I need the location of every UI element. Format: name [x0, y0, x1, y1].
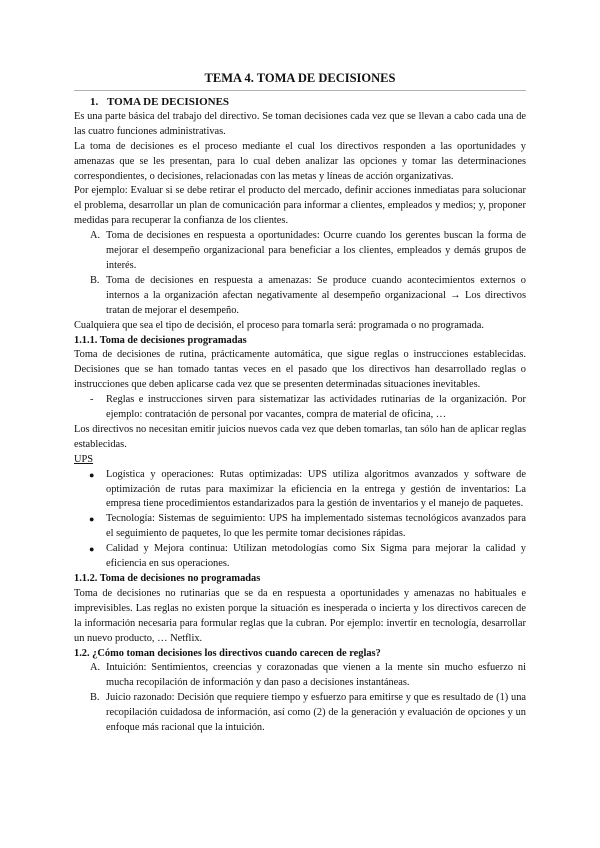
- list-item-text: Juicio razonado: Decisión que requiere tiempo y esfuerzo para emitirse y que es resultado de (1) una recopilación cuidadosa de información, así como (2) de la generación y evaluación de opciones y un enfoque más racional que la intuición.: [106, 692, 526, 734]
- list-item: [74, 274, 526, 319]
- section-1-2-heading: 1.2. ¿Cómo toman decisiones los directivos cuando carecen de reglas?: [74, 647, 381, 659]
- list-item: [74, 468, 526, 513]
- example-label: UPS: [74, 453, 94, 465]
- section-1-heading: [90, 95, 526, 110]
- list-marker: B.: [90, 274, 100, 286]
- bullet-icon: ●: [89, 469, 95, 480]
- list-item-text: Toma de decisiones en respuesta a amenazas: Se produce cuando acontecimientos externos o internos a la organización afectan negativamente al desempeño organizacional → Los directivos tratan de mejorar el desempeño.: [106, 274, 526, 316]
- list-marker: A.: [90, 662, 101, 674]
- section-1-number: 1.: [90, 96, 99, 108]
- section-1-1-1-after: Los directivos no necesitan emitir juicios nuevos cada vez que deben tomarlas, tan sólo han de aplicar reglas establecidas.: [74, 423, 526, 450]
- section-1-closing: Cualquiera que sea el tipo de decisión, el proceso para tomarla será: programada o no programada.: [74, 319, 484, 331]
- section-1-1-1-heading: 1.1.1. Toma de decisiones programadas: [74, 334, 247, 346]
- section-1-1-1-paragraph: Toma de decisiones de rutina, prácticamente automática, que sigue reglas o instrucciones establecidas. Decisiones que se han tomado tantas veces en el pasado que los directivos han desarrollado reglas o instrucciones que deben aplicarse cada vez que se presenten determinadas situaciones inevitables.: [74, 349, 526, 391]
- list-marker: A.: [90, 230, 101, 242]
- list-item-text: Tecnología: Sistemas de seguimiento: UPS ha implementado sistemas tecnológicos avanzados para el seguimiento de paquetes, lo que les permite tomar decisiones rápidas.: [106, 513, 526, 540]
- list-item: [74, 229, 526, 274]
- section-1-1-2-paragraph: Toma de decisiones no rutinarias que se da en respuesta a oportunidades y amenazas no habituales e imprevisibles. Las reglas no existen porque la situación es inesperada o incierta y los directivos carecen de la información necesaria para formular reglas que la cubran. Por ejemplo: invertir en tecnología, desarrollar un nuevo producto, … Netflix.: [74, 587, 526, 644]
- no-rules-decision-list: [74, 661, 526, 736]
- rules-list: [74, 393, 526, 423]
- list-marker: -: [90, 394, 94, 406]
- list-item-text: Reglas e instrucciones sirven para sistematizar las actividades rutinarias de la organización. Por ejemplo: contratación de personal por vacantes, compra de material de oficina, …: [106, 394, 526, 421]
- section-1-1-2-heading: 1.1.2. Toma de decisiones no programadas: [74, 573, 261, 584]
- document-title: TEMA 4. TOMA DE DECISIONES: [204, 71, 396, 85]
- list-item: [74, 691, 526, 736]
- list-marker: B.: [90, 692, 100, 704]
- bullet-icon: ●: [89, 544, 95, 555]
- title-divider: [74, 90, 526, 91]
- section-1-title: TOMA DE DECISIONES: [107, 96, 230, 108]
- section-1-paragraph-3: Por ejemplo: Evaluar si se debe retirar el producto del mercado, definir acciones inmediatas para solucionar el problema, desarrollar un plan de comunicación para informar a clientes, empleados y medios; y, proponer medidas para recuperar la confianza de los clientes.: [74, 185, 526, 227]
- list-item-text: Calidad y Mejora continua: Utilizan metodologías como Six Sigma para mejorar la calidad y eficiencia en sus operaciones.: [106, 543, 526, 570]
- decision-types-list: [74, 229, 526, 318]
- list-item-text: Logística y operaciones: Rutas optimizadas: UPS utiliza algoritmos avanzados y software de optimización de rutas para maximizar la eficiencia en la entrega y gestión de inventarios: La empresa tiene procedimientos estandarizados para la gestión de inventarios y el manejo de paquetes.: [106, 468, 526, 510]
- list-item-text: Intuición: Sentimientos, creencias y corazonadas que vienen a la mente sin mucho esfuerzo ni mucha recopilación de información y dan paso a decisiones instantáneas.: [106, 662, 526, 689]
- list-item: [74, 512, 526, 542]
- list-item: [74, 661, 526, 691]
- list-item-text: Toma de decisiones en respuesta a oportunidades: Ocurre cuando los gerentes buscan la forma de mejorar el desempeño organizacional para beneficiar a los clientes, empleados y demás grupos de interés.: [106, 230, 526, 271]
- bullet-icon: ●: [89, 514, 95, 525]
- ups-bullet-list: [74, 468, 526, 572]
- list-item: [74, 542, 526, 572]
- document-page: [74, 70, 526, 736]
- section-1-paragraph-1: Es una parte básica del trabajo del directivo. Se toman decisiones cada vez que se llevan a cabo cada una de las cuatro funciones administrativas.: [74, 110, 526, 137]
- section-1-paragraph-2: La toma de decisiones es el proceso mediante el cual los directivos responden a las oportunidades y amenazas que se les presentan, para lo cual deben analizar las opciones y tomar las determinaciones correspondientes, o decisiones, relacionadas con las metas y líneas de acción organizativas.: [74, 140, 526, 182]
- list-item: [74, 393, 526, 423]
